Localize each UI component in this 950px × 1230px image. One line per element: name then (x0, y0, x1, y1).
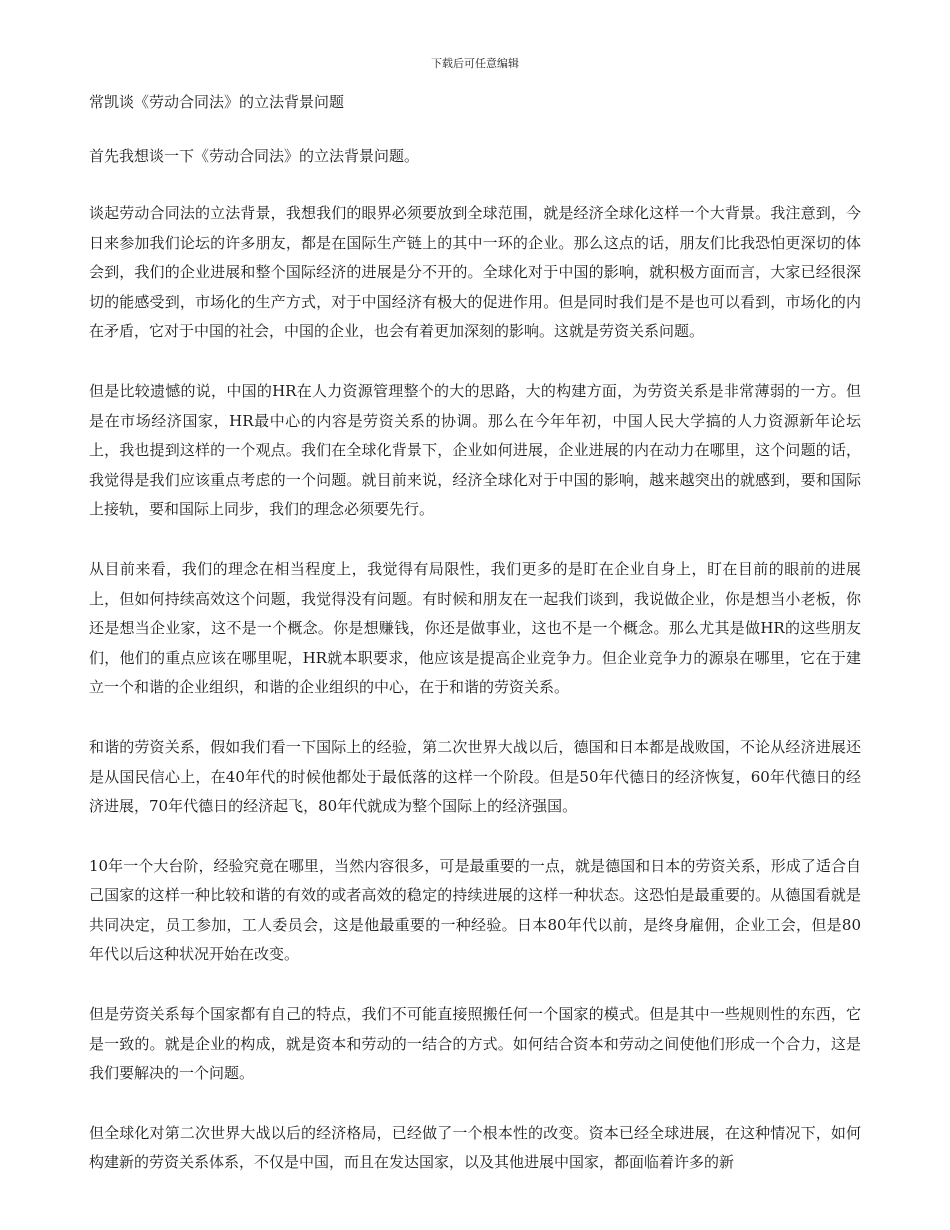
body-paragraph-5: 10年一个大台阶，经验究竟在哪里，当然内容很多，可是最重要的一点，就是德国和日本的劳资关系，形成了适合自己国家的这样一种比较和谐的有效的或者高效的稳定的持续进展的这样一种状态。这恐怕是最重要的。从德国看就是共同决定，员工参加，工人委员会，这是他最重要的一种经验。日本80年代以前，是终身雇佣，企业工会，但是80年代以后这种状况开始在改变。 (89, 856, 861, 964)
document-title: 常凯谈《劳动合同法》的立法背景问题 (89, 93, 345, 111)
body-paragraph-6: 但是劳资关系每个国家都有自己的特点，我们不可能直接照搬任何一个国家的模式。但是其中一些规则性的东西，它是一致的。就是企业的构成，就是资本和劳动的一结合的方式。如何结合资本和劳动之间使他们形成一个合力，这是我们要解决的一个问题。 (89, 1005, 861, 1083)
body-paragraph-4: 和谐的劳资关系，假如我们看一下国际上的经验，第二次世界大战以后，德国和日本都是战败国，不论从经济进展还是从国民信心上，在40年代的时候他都处于最低落的这样一个阶段。但是50年代德日的经济恢复，60年代德日的经济进展，70年代德日的经济起飞，80年代就成为整个国际上的经济强国。 (89, 737, 861, 816)
document-body (89, 89, 861, 1178)
running-header: 下载后可任意编辑 (431, 57, 519, 70)
body-paragraph-1: 谈起劳动合同法的立法背景，我想我们的眼界必须要放到全球范围，就是经济全球化这样一个大背景。我注意到，今日来参加我们论坛的许多朋友，都是在国际生产链上的其中一环的企业。那么这点的话，朋友们比我恐怕更深切的体会到，我们的企业进展和整个国际经济的进展是分不开的。全球化对于中国的影响，就积极方面而言，大家已经很深切的能感受到，市场化的生产方式，对于中国经济有极大的促进作用。但是同时我们是不是也可以看到，市场化的内在矛盾，它对于中国的社会，中国的企业，也会有着更加深刻的影响。这就是劳资关系问题。 (89, 204, 861, 341)
intro-paragraph: 首先我想谈一下《劳动合同法》的立法背景问题。 (89, 147, 420, 165)
body-paragraph-7: 但全球化对第二次世界大战以后的经济格局，已经做了一个根本性的改变。资本已经全球进展，在这种情况下，如何构建新的劳资关系体系，不仅是中国，而且在发达国家，以及其他进展中国家，都面临着许多的新 (89, 1123, 861, 1172)
body-paragraph-3: 从目前来看，我们的理念在相当程度上，我觉得有局限性，我们更多的是盯在企业自身上，盯在目前的眼前的进展上，但如何持续高效这个问题，我觉得没有问题。有时候和朋友在一起我们谈到，我说做企业，你是想当小老板，你还是想当企业家，这不是一个概念。你是想赚钱，你还是做事业，这也不是一个概念。那么尤其是做HR的这些朋友们，他们的重点应该在哪里呢，HR就本职要求，他应该是提高企业竞争力。但企业竞争力的源泉在哪里，它在于建立一个和谐的企业组织，和谐的企业组织的中心，在于和谐的劳资关系。 (89, 559, 861, 697)
body-paragraph-2: 但是比较遗憾的说，中国的HR在人力资源管理整个的大的思路，大的构建方面，为劳资关系是非常薄弱的一方。但是在市场经济国家，HR最中心的内容是劳资关系的协调。那么在今年年初，中国人民大学搞的人力资源新年论坛上，我也提到这样的一个观点。我们在全球化背景下，企业如何进展，企业进展的内在动力在哪里，这个问题的话，我觉得是我们应该重点考虑的一个问题。就目前来说，经济全球化对于中国的影响，越来越突出的就感到，要和国际上接轨，要和国际上同步，我们的理念必须要先行。 (89, 381, 861, 519)
